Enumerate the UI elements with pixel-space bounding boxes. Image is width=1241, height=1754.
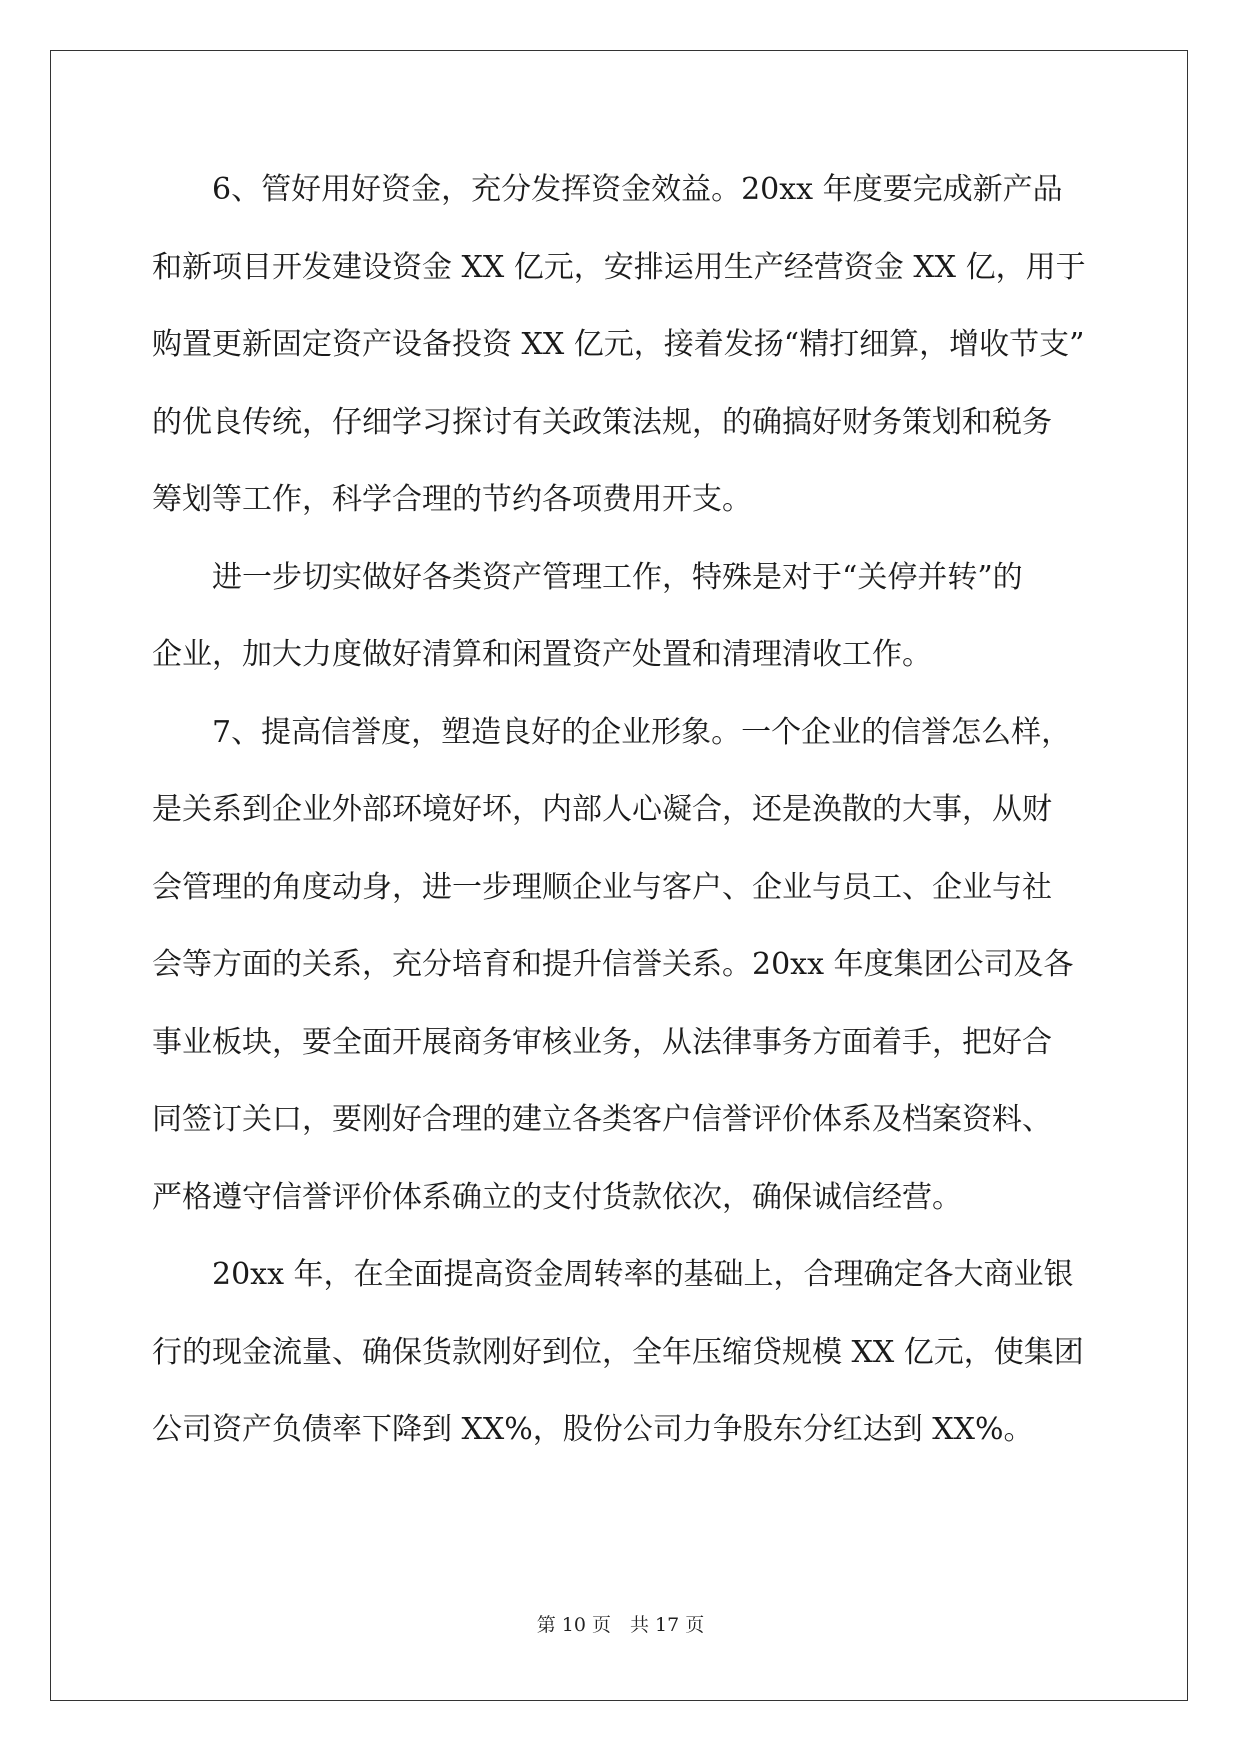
text-line: 7、提高信誉度，塑造良好的企业形象。一个企业的信誉怎么样， <box>212 714 1072 750</box>
text-line: 事业板块，要全面开展商务审核业务，从法律事务方面着手，把好合 <box>152 1024 1052 1060</box>
text-line: 行的现金流量、确保货款刚好到位，全年压缩贷规模 XX 亿元，使集团 <box>152 1334 1084 1370</box>
text-line: 会等方面的关系，充分培育和提升信誉关系。20xx 年度集团公司及各 <box>152 947 1074 982</box>
text-line: 筹划等工作，科学合理的节约各项费用开支。 <box>152 482 752 517</box>
page-number-footer: 第 10 页 共 17 页 <box>536 1614 705 1636</box>
text-line: 同签订关口，要刚好合理的建立各类客户信誉评价体系及档案资料、 <box>152 1102 1052 1137</box>
text-line: 是关系到企业外部环境好坏，内部人心凝合，还是涣散的大事，从财 <box>152 792 1052 827</box>
text-line: 进一步切实做好各类资产管理工作，特殊是对于“关停并转”的 <box>212 559 1023 595</box>
text-line: 6、管好用好资金，充分发挥资金效益。20xx 年度要完成新产品 <box>212 172 1063 207</box>
text-line: 和新项目开发建设资金 XX 亿元，安排运用生产经营资金 XX 亿，用于 <box>152 249 1086 285</box>
text-line: 企业，加大力度做好清算和闲置资产处置和清理清收工作。 <box>152 637 932 672</box>
text-line: 购置更新固定资产设备投资 XX 亿元，接着发扬“精打细算，增收节支” <box>152 327 1085 362</box>
text-line: 20xx 年，在全面提高资金周转率的基础上，合理确定各大商业银 <box>212 1257 1074 1292</box>
text-line: 严格遵守信誉评价体系确立的支付货款依次，确保诚信经营。 <box>152 1179 962 1215</box>
text-line: 公司资产负债率下降到 XX%，股份公司力争股东分红达到 XX%。 <box>152 1412 1034 1447</box>
document-body <box>152 164 1092 1482</box>
text-line: 会管理的角度动身，进一步理顺企业与客户、企业与员工、企业与社 <box>152 869 1052 905</box>
text-line: 的优良传统，仔细学习探讨有关政策法规，的确搞好财务策划和税务 <box>152 404 1052 440</box>
